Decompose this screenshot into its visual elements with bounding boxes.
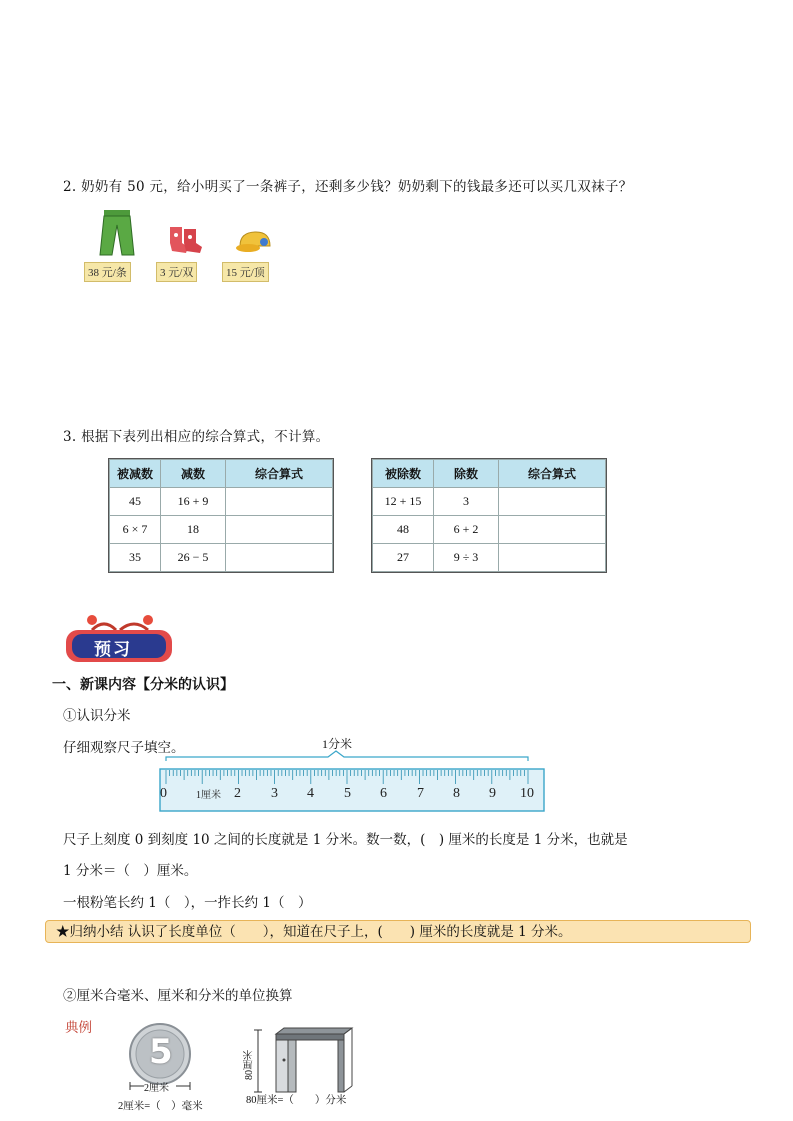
table-header: 综合算式	[226, 460, 333, 488]
ruler-tick-label: 1厘米	[196, 790, 221, 801]
summary-box	[45, 920, 751, 943]
ruler-tick-label: 3	[271, 786, 278, 801]
ruler-tick-label: 9	[489, 786, 496, 801]
ruler-decimeter-label: 1分米	[322, 737, 353, 751]
question-2-text: 2. 奶奶有 50 元，给小明买了一条裤子，还剩多少钱？奶奶剩下的钱最多还可以买几双袜子？	[63, 179, 633, 195]
ruler-question-line-1: 尺子上刻度 0 到刻度 10 之间的长度就是 1 分米。数一数，( ) 厘米的长度是 1 分米，也就是	[63, 832, 628, 848]
answer-cell[interactable]	[499, 488, 606, 516]
table-header: 被减数	[110, 460, 161, 488]
cap-icon	[234, 228, 276, 256]
chalk-length-question: 一根粉笔长约 1（ ），一拃长约 1（ ）	[63, 895, 312, 911]
subsection-1-title: ①认识分米	[63, 708, 131, 724]
example-label: 典例	[65, 1020, 92, 1036]
answer-cell[interactable]	[226, 516, 333, 544]
table-cell: 9 ÷ 3	[434, 544, 499, 572]
ruler-tick-label: 6	[380, 786, 387, 801]
subtraction-table	[108, 458, 334, 573]
coin-caption: 2厘米=（ ）毫米	[118, 1101, 203, 1112]
price-tag-cap: 15 元/顶	[222, 262, 269, 282]
table-header: 除数	[434, 460, 499, 488]
table-cell: 6 + 2	[434, 516, 499, 544]
cap-item	[222, 226, 282, 282]
table-cell: 3	[434, 488, 499, 516]
table-header: 减数	[161, 460, 226, 488]
answer-cell[interactable]	[499, 544, 606, 572]
badge-label: 预习	[94, 640, 132, 660]
ruler-tick-label: 7	[417, 786, 424, 801]
desk-example	[244, 1024, 364, 1119]
subsection-2-title: ②厘米合毫米、厘米和分米的单位换算	[63, 988, 293, 1004]
division-table	[371, 458, 607, 573]
desk-dimension: 80厘米	[244, 1050, 255, 1080]
socks-item	[156, 222, 206, 282]
table-cell: 12 + 15	[373, 488, 434, 516]
ruler	[158, 735, 548, 815]
table-cell: 16 + 9	[161, 488, 226, 516]
pants-icon	[92, 207, 142, 257]
summary-text: ★归纳小结 认识了长度单位（ ），知道在尺子上，( ) 厘米的长度就是 1 分米。	[56, 924, 572, 940]
table-cell: 6 × 7	[110, 516, 161, 544]
table-header: 被除数	[373, 460, 434, 488]
preview-badge	[64, 610, 174, 666]
coin-dimension: 2厘米	[144, 1083, 169, 1094]
table-cell: 18	[161, 516, 226, 544]
answer-cell[interactable]	[226, 488, 333, 516]
ruler-tick-label: 2	[234, 786, 241, 801]
table-cell: 35	[110, 544, 161, 572]
ruler-labels	[158, 786, 548, 804]
table-cell: 27	[373, 544, 434, 572]
socks-icon	[166, 225, 204, 255]
ruler-tick-label: 8	[453, 786, 460, 801]
answer-cell[interactable]	[226, 544, 333, 572]
table-cell: 26 − 5	[161, 544, 226, 572]
coin-value: 5	[149, 1032, 173, 1072]
price-tag-socks: 3 元/双	[156, 262, 197, 282]
desk-caption: 80厘米=（ ）分米	[246, 1095, 347, 1106]
ruler-question-line-2: 1 分米＝（ ）厘米。	[63, 863, 198, 879]
pants-item	[84, 207, 142, 283]
ruler-tick-label: 10	[520, 786, 534, 801]
price-tag-pants: 38 元/条	[84, 262, 131, 282]
ruler-tick-label: 5	[344, 786, 351, 801]
question-3-text: 3. 根据下表列出相应的综合算式，不计算。	[63, 429, 330, 445]
coin-example	[112, 1018, 232, 1118]
ruler-tick-label: 4	[307, 786, 314, 801]
instruction-text: 仔细观察尺子填空。	[63, 740, 185, 756]
table-cell: 45	[110, 488, 161, 516]
ruler-tick-label: 0	[160, 786, 167, 801]
table-header: 综合算式	[499, 460, 606, 488]
table-cell: 48	[373, 516, 434, 544]
section-title: 一、新课内容【分米的认识】	[52, 677, 234, 693]
answer-cell[interactable]	[499, 516, 606, 544]
